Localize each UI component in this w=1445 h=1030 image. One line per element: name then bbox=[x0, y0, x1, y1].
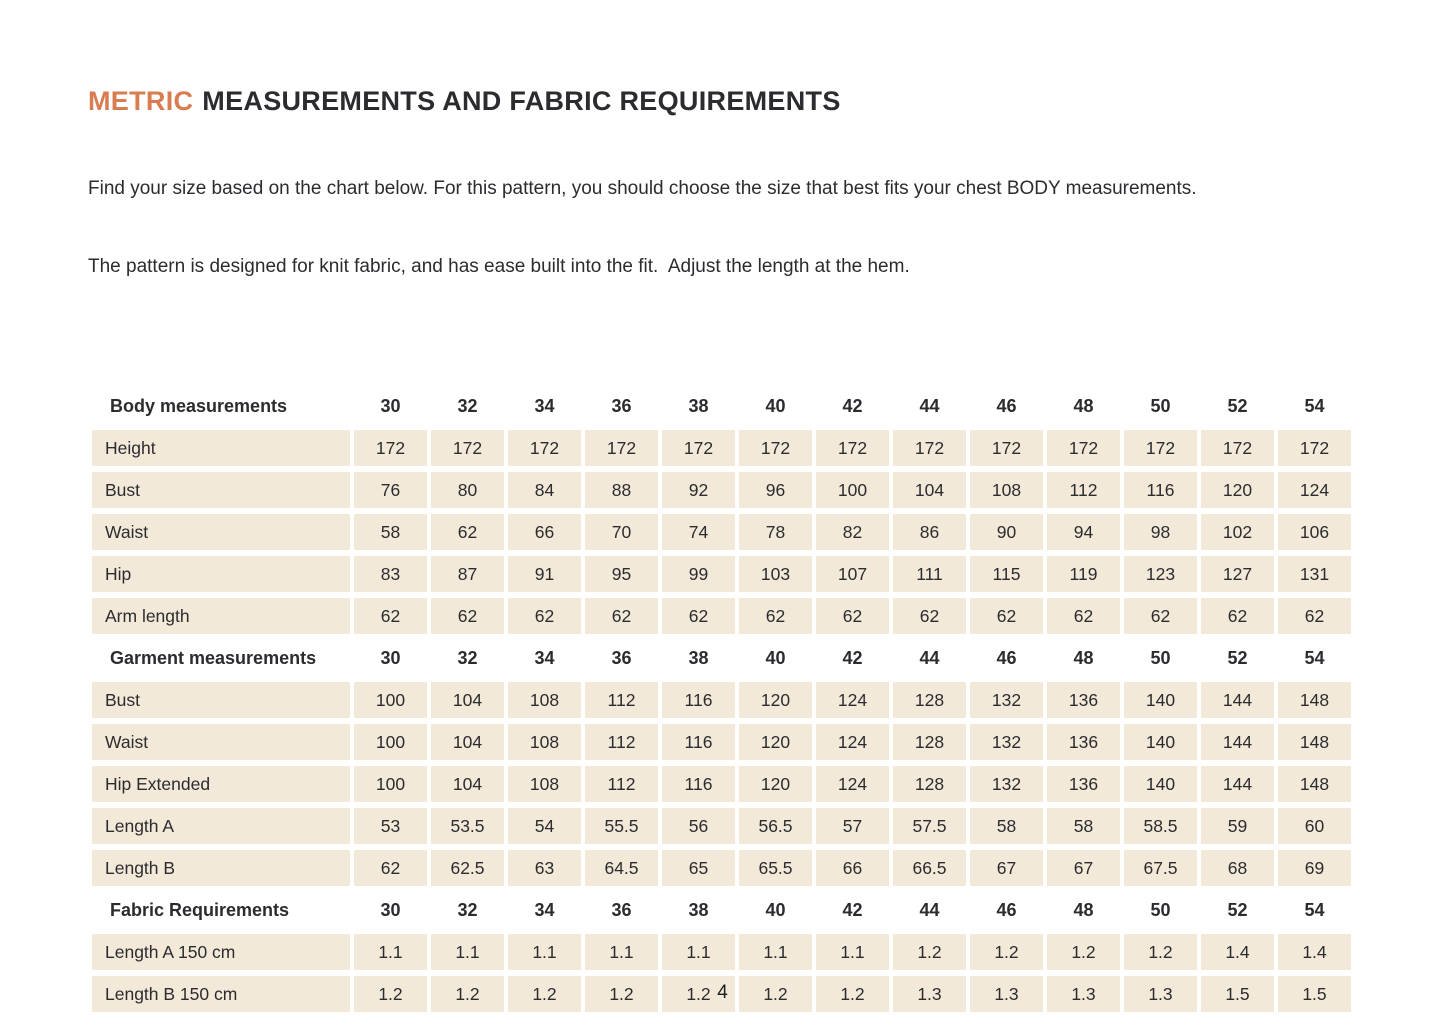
size-header-cell: 36 bbox=[611, 395, 632, 416]
value-cell: 60 bbox=[1278, 808, 1351, 844]
value-cell: 172 bbox=[1124, 430, 1197, 466]
size-header-cell: 30 bbox=[380, 899, 401, 920]
value-cell: 116 bbox=[662, 766, 735, 802]
value-cell: 91 bbox=[508, 556, 581, 592]
value-cell: 104 bbox=[893, 472, 966, 508]
value-cell: 1.5 bbox=[1278, 976, 1351, 1012]
value-cell: 108 bbox=[970, 472, 1043, 508]
value-cell: 136 bbox=[1047, 724, 1120, 760]
value-cell: 104 bbox=[431, 766, 504, 802]
value-cell: 112 bbox=[585, 766, 658, 802]
value-cell: 128 bbox=[893, 682, 966, 718]
value-cell: 100 bbox=[816, 472, 889, 508]
value-cell: 1.2 bbox=[1124, 934, 1197, 970]
value-cell: 1.2 bbox=[816, 976, 889, 1012]
value-cell: 132 bbox=[970, 682, 1043, 718]
size-header-cell: 34 bbox=[534, 899, 555, 920]
value-cell: 144 bbox=[1201, 724, 1274, 760]
value-cell: 54 bbox=[508, 808, 581, 844]
size-header-cell: 32 bbox=[457, 899, 478, 920]
size-header-cell: 48 bbox=[1073, 899, 1094, 920]
size-header-cell: 44 bbox=[919, 647, 940, 668]
value-cell: 62 bbox=[662, 598, 735, 634]
value-cell: 78 bbox=[739, 514, 812, 550]
page-title-rest: MEASUREMENTS AND FABRIC REQUIREMENTS bbox=[202, 86, 841, 116]
value-cell: 63 bbox=[508, 850, 581, 886]
value-cell: 99 bbox=[662, 556, 735, 592]
size-header-cell: 34 bbox=[534, 647, 555, 668]
value-cell: 140 bbox=[1124, 766, 1197, 802]
size-header-cell: 52 bbox=[1227, 395, 1248, 416]
value-cell: 62 bbox=[1124, 598, 1197, 634]
value-cell: 1.1 bbox=[662, 934, 735, 970]
value-cell: 1.1 bbox=[431, 934, 504, 970]
value-cell: 104 bbox=[431, 724, 504, 760]
value-cell: 67 bbox=[970, 850, 1043, 886]
value-cell: 116 bbox=[1124, 472, 1197, 508]
size-header-cell: 52 bbox=[1227, 647, 1248, 668]
value-cell: 108 bbox=[508, 766, 581, 802]
value-cell: 102 bbox=[1201, 514, 1274, 550]
value-cell: 172 bbox=[431, 430, 504, 466]
row-label-waist: Waist bbox=[92, 724, 350, 760]
size-header-cell: 54 bbox=[1304, 395, 1325, 416]
value-cell: 55.5 bbox=[585, 808, 658, 844]
value-cell: 80 bbox=[431, 472, 504, 508]
size-header-cell: 36 bbox=[611, 899, 632, 920]
value-cell: 1.2 bbox=[508, 976, 581, 1012]
value-cell: 120 bbox=[1201, 472, 1274, 508]
value-cell: 57 bbox=[816, 808, 889, 844]
value-cell: 112 bbox=[585, 724, 658, 760]
value-cell: 115 bbox=[970, 556, 1043, 592]
value-cell: 62 bbox=[1278, 598, 1351, 634]
value-cell: 111 bbox=[893, 556, 966, 592]
value-cell: 70 bbox=[585, 514, 658, 550]
value-cell: 62.5 bbox=[431, 850, 504, 886]
value-cell: 106 bbox=[1278, 514, 1351, 550]
value-cell: 64.5 bbox=[585, 850, 658, 886]
row-label-length-b-150-cm: Length B 150 cm bbox=[92, 976, 350, 1012]
value-cell: 124 bbox=[816, 724, 889, 760]
size-header-cell: 48 bbox=[1073, 395, 1094, 416]
value-cell: 1.4 bbox=[1278, 934, 1351, 970]
value-cell: 57.5 bbox=[893, 808, 966, 844]
size-header-cell: 34 bbox=[534, 395, 555, 416]
value-cell: 98 bbox=[1124, 514, 1197, 550]
value-cell: 58 bbox=[970, 808, 1043, 844]
value-cell: 62 bbox=[970, 598, 1043, 634]
size-header-cell: 36 bbox=[611, 647, 632, 668]
value-cell: 100 bbox=[354, 724, 427, 760]
value-cell: 84 bbox=[508, 472, 581, 508]
value-cell: 124 bbox=[816, 682, 889, 718]
section-header-body-measurements: Body measurements bbox=[110, 395, 288, 416]
value-cell: 1.3 bbox=[970, 976, 1043, 1012]
value-cell: 66 bbox=[816, 850, 889, 886]
size-header-cell: 46 bbox=[996, 647, 1017, 668]
row-label-length-a: Length A bbox=[92, 808, 350, 844]
page-title-accent: METRIC bbox=[88, 86, 194, 116]
value-cell: 62 bbox=[739, 598, 812, 634]
value-cell: 172 bbox=[662, 430, 735, 466]
value-cell: 1.5 bbox=[1201, 976, 1274, 1012]
value-cell: 1.2 bbox=[354, 976, 427, 1012]
value-cell: 127 bbox=[1201, 556, 1274, 592]
value-cell: 76 bbox=[354, 472, 427, 508]
size-header-cell: 54 bbox=[1304, 647, 1325, 668]
value-cell: 172 bbox=[893, 430, 966, 466]
size-header-cell: 32 bbox=[457, 395, 478, 416]
row-label-height: Height bbox=[92, 430, 350, 466]
value-cell: 62 bbox=[1201, 598, 1274, 634]
value-cell: 56 bbox=[662, 808, 735, 844]
value-cell: 62 bbox=[1047, 598, 1120, 634]
value-cell: 120 bbox=[739, 682, 812, 718]
value-cell: 172 bbox=[1201, 430, 1274, 466]
value-cell: 94 bbox=[1047, 514, 1120, 550]
value-cell: 53 bbox=[354, 808, 427, 844]
value-cell: 1.3 bbox=[893, 976, 966, 1012]
value-cell: 74 bbox=[662, 514, 735, 550]
row-label-arm-length: Arm length bbox=[92, 598, 350, 634]
value-cell: 140 bbox=[1124, 724, 1197, 760]
size-header-cell: 54 bbox=[1304, 899, 1325, 920]
value-cell: 96 bbox=[739, 472, 812, 508]
value-cell: 100 bbox=[354, 682, 427, 718]
page-title bbox=[88, 86, 1357, 117]
value-cell: 104 bbox=[431, 682, 504, 718]
value-cell: 1.1 bbox=[816, 934, 889, 970]
value-cell: 120 bbox=[739, 766, 812, 802]
size-header-cell: 50 bbox=[1150, 395, 1171, 416]
value-cell: 112 bbox=[1047, 472, 1120, 508]
value-cell: 88 bbox=[585, 472, 658, 508]
value-cell: 112 bbox=[585, 682, 658, 718]
value-cell: 172 bbox=[354, 430, 427, 466]
value-cell: 1.1 bbox=[585, 934, 658, 970]
value-cell: 62 bbox=[816, 598, 889, 634]
value-cell: 62 bbox=[431, 514, 504, 550]
value-cell: 172 bbox=[739, 430, 812, 466]
size-header-cell: 40 bbox=[765, 899, 786, 920]
size-header-cell: 30 bbox=[380, 395, 401, 416]
value-cell: 62 bbox=[585, 598, 658, 634]
section-header-fabric-requirements: Fabric Requirements bbox=[110, 899, 290, 920]
value-cell: 1.4 bbox=[1201, 934, 1274, 970]
value-cell: 62 bbox=[893, 598, 966, 634]
value-cell: 128 bbox=[893, 724, 966, 760]
value-cell: 69 bbox=[1278, 850, 1351, 886]
value-cell: 124 bbox=[816, 766, 889, 802]
value-cell: 100 bbox=[354, 766, 427, 802]
value-cell: 120 bbox=[739, 724, 812, 760]
size-header-cell: 38 bbox=[688, 899, 709, 920]
size-header-cell: 40 bbox=[765, 647, 786, 668]
size-header-cell: 30 bbox=[380, 647, 401, 668]
value-cell: 172 bbox=[585, 430, 658, 466]
value-cell: 53.5 bbox=[431, 808, 504, 844]
value-cell: 132 bbox=[970, 724, 1043, 760]
value-cell: 87 bbox=[431, 556, 504, 592]
value-cell: 68 bbox=[1201, 850, 1274, 886]
intro-line-1: Find your size based on the chart below. For this pattern, you should choose the size that best fits your chest BODY measurements. bbox=[88, 178, 1197, 199]
section-header-garment-measurements: Garment measurements bbox=[110, 647, 317, 668]
value-cell: 1.2 bbox=[431, 976, 504, 1012]
value-cell: 62 bbox=[354, 598, 427, 634]
page-number: 4 bbox=[717, 982, 728, 1003]
value-cell: 172 bbox=[816, 430, 889, 466]
value-cell: 132 bbox=[970, 766, 1043, 802]
row-label-bust: Bust bbox=[92, 472, 350, 508]
size-header-cell: 40 bbox=[765, 395, 786, 416]
value-cell: 1.1 bbox=[508, 934, 581, 970]
value-cell: 144 bbox=[1201, 766, 1274, 802]
size-header-cell: 46 bbox=[996, 395, 1017, 416]
value-cell: 123 bbox=[1124, 556, 1197, 592]
size-header-cell: 38 bbox=[688, 395, 709, 416]
value-cell: 83 bbox=[354, 556, 427, 592]
value-cell: 1.1 bbox=[354, 934, 427, 970]
value-cell: 92 bbox=[662, 472, 735, 508]
value-cell: 116 bbox=[662, 724, 735, 760]
size-header-cell: 46 bbox=[996, 899, 1017, 920]
value-cell: 66.5 bbox=[893, 850, 966, 886]
value-cell: 144 bbox=[1201, 682, 1274, 718]
value-cell: 136 bbox=[1047, 682, 1120, 718]
value-cell: 136 bbox=[1047, 766, 1120, 802]
value-cell: 124 bbox=[1278, 472, 1351, 508]
value-cell: 140 bbox=[1124, 682, 1197, 718]
intro-line-2: The pattern is designed for knit fabric, and has ease built into the fit. Adjust the length at the hem. bbox=[88, 256, 910, 277]
value-cell: 103 bbox=[739, 556, 812, 592]
size-header-cell: 32 bbox=[457, 647, 478, 668]
row-label-bust: Bust bbox=[92, 682, 350, 718]
row-label-hip-extended: Hip Extended bbox=[92, 766, 350, 802]
value-cell: 1.2 bbox=[585, 976, 658, 1012]
size-header-cell: 44 bbox=[919, 395, 940, 416]
value-cell: 58 bbox=[1047, 808, 1120, 844]
size-header-cell: 50 bbox=[1150, 647, 1171, 668]
size-header-cell: 48 bbox=[1073, 647, 1094, 668]
value-cell: 1.2 bbox=[1047, 934, 1120, 970]
value-cell: 1.2 bbox=[662, 976, 735, 1012]
value-cell: 65 bbox=[662, 850, 735, 886]
value-cell: 58.5 bbox=[1124, 808, 1197, 844]
value-cell: 172 bbox=[1047, 430, 1120, 466]
value-cell: 131 bbox=[1278, 556, 1351, 592]
value-cell: 62 bbox=[354, 850, 427, 886]
row-label-hip: Hip bbox=[92, 556, 350, 592]
value-cell: 62 bbox=[508, 598, 581, 634]
value-cell: 59 bbox=[1201, 808, 1274, 844]
size-header-cell: 42 bbox=[842, 647, 863, 668]
value-cell: 86 bbox=[893, 514, 966, 550]
row-label-waist: Waist bbox=[92, 514, 350, 550]
value-cell: 65.5 bbox=[739, 850, 812, 886]
value-cell: 95 bbox=[585, 556, 658, 592]
value-cell: 1.3 bbox=[1124, 976, 1197, 1012]
value-cell: 172 bbox=[1278, 430, 1351, 466]
value-cell: 116 bbox=[662, 682, 735, 718]
size-header-cell: 52 bbox=[1227, 899, 1248, 920]
value-cell: 148 bbox=[1278, 682, 1351, 718]
size-header-cell: 38 bbox=[688, 647, 709, 668]
value-cell: 108 bbox=[508, 724, 581, 760]
size-header-cell: 42 bbox=[842, 899, 863, 920]
value-cell: 67.5 bbox=[1124, 850, 1197, 886]
row-label-length-a-150-cm: Length A 150 cm bbox=[92, 934, 350, 970]
value-cell: 1.3 bbox=[1047, 976, 1120, 1012]
value-cell: 82 bbox=[816, 514, 889, 550]
value-cell: 148 bbox=[1278, 724, 1351, 760]
value-cell: 128 bbox=[893, 766, 966, 802]
value-cell: 62 bbox=[431, 598, 504, 634]
value-cell: 56.5 bbox=[739, 808, 812, 844]
value-cell: 1.2 bbox=[893, 934, 966, 970]
intro-text bbox=[88, 124, 1357, 332]
value-cell: 172 bbox=[970, 430, 1043, 466]
value-cell: 66 bbox=[508, 514, 581, 550]
value-cell: 67 bbox=[1047, 850, 1120, 886]
value-cell: 108 bbox=[508, 682, 581, 718]
value-cell: 107 bbox=[816, 556, 889, 592]
row-label-length-b: Length B bbox=[92, 850, 350, 886]
size-header-cell: 44 bbox=[919, 899, 940, 920]
value-cell: 90 bbox=[970, 514, 1043, 550]
size-header-cell: 50 bbox=[1150, 899, 1171, 920]
size-header-cell: 42 bbox=[842, 395, 863, 416]
value-cell: 1.2 bbox=[739, 976, 812, 1012]
value-cell: 1.1 bbox=[739, 934, 812, 970]
value-cell: 148 bbox=[1278, 766, 1351, 802]
measurements-table bbox=[92, 388, 1357, 1012]
value-cell: 1.2 bbox=[970, 934, 1043, 970]
value-cell: 119 bbox=[1047, 556, 1120, 592]
value-cell: 172 bbox=[508, 430, 581, 466]
value-cell: 58 bbox=[354, 514, 427, 550]
